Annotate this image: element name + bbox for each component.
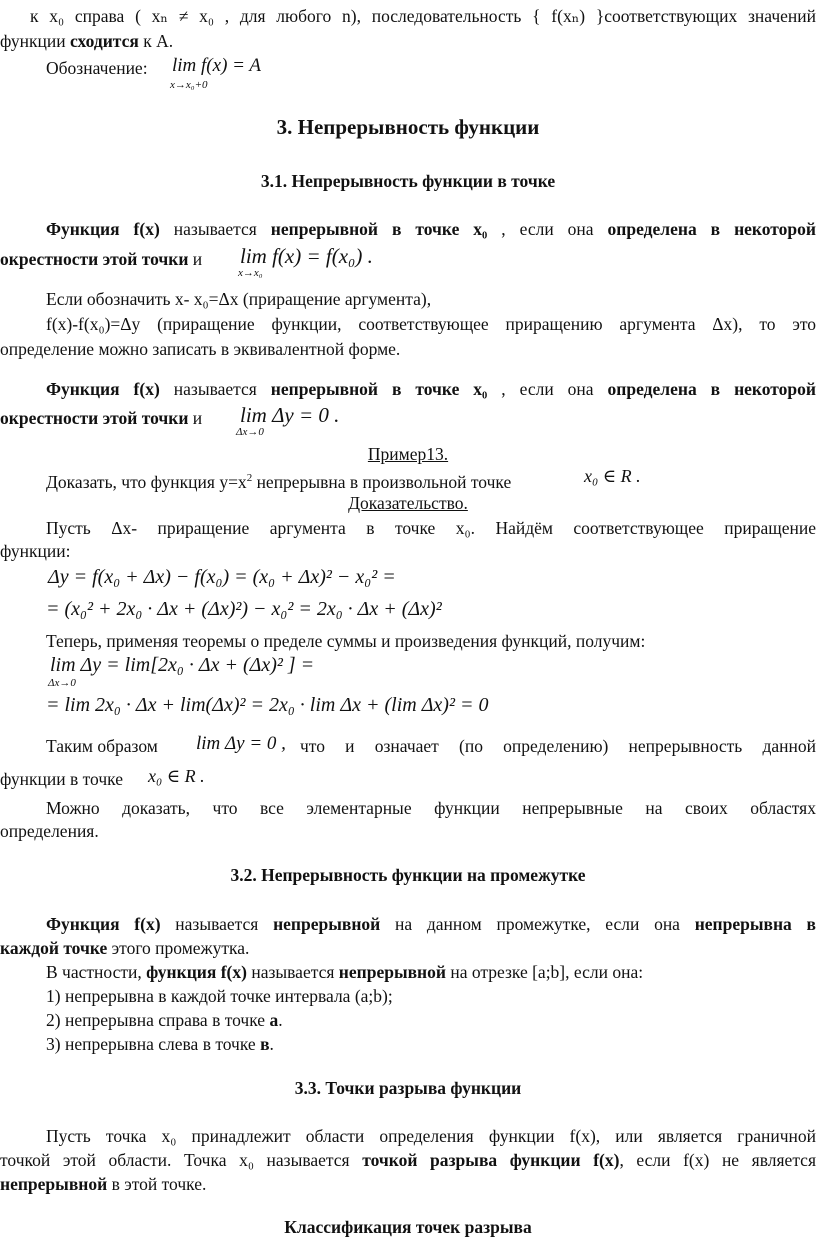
section-3-2-title: 3.2. Непрерывность функции на промежутке bbox=[230, 865, 586, 885]
s32-item-2: 2) непрерывна справа в точке a. bbox=[46, 1010, 283, 1030]
intro-line-2: функции сходится к A. bbox=[0, 31, 174, 51]
def2-sub: Δx→0 bbox=[236, 426, 264, 438]
increment-line-1: Если обозначить x- x₀=Δx (приращение аргумента), bbox=[46, 289, 432, 309]
section-3-1-title: 3.1. Непрерывность функции в точке bbox=[260, 171, 556, 191]
equation-1: Δy = f(x₀ + Δx) − f(x₀) = (x₀ + Δx)² − x₀² = bbox=[48, 566, 396, 588]
notation-label: Обозначение: bbox=[46, 58, 148, 78]
example-title: Пример13. bbox=[367, 444, 449, 464]
thus-line-2: функции в точке bbox=[0, 769, 123, 789]
increment-line-2: f(x)-f(x₀)=Δy (приращение функции, соответствующее приращению аргумента Δx), то это bbox=[46, 314, 816, 334]
proof-line-2: функции: bbox=[0, 541, 71, 561]
thus-formula: lim Δy = 0 , bbox=[196, 733, 286, 754]
section-3-title: 3. Непрерывность функции bbox=[276, 115, 540, 139]
thus-point: x₀ ∈ R . bbox=[148, 766, 205, 786]
proof-line-1: Пусть Δx- приращение аргумента в точке x₀. Найдём соответствующее приращение bbox=[46, 518, 816, 538]
section-3-3-title: 3.3. Точки разрыва функции bbox=[294, 1078, 522, 1098]
equation-4: = lim 2x₀ · Δx + lim(Δx)² = 2x₀ · lim Δx + (lim Δx)² = 0 bbox=[46, 694, 489, 716]
example-point: x₀ ∈ R . bbox=[584, 466, 641, 486]
elementary-line-1: Можно доказать, что все элементарные функции непрерывные на своих областях bbox=[46, 798, 816, 818]
def2-formula: lim Δy = 0 . bbox=[240, 403, 340, 427]
def1-line-1: Функция f(x) называется непрерывной в точке x₀ , если она определена в некоторой bbox=[46, 219, 816, 239]
def1-line-2: окрестности этой точки и bbox=[0, 249, 203, 269]
notation-sub: x→x₀+0 bbox=[170, 79, 208, 91]
thus-label: Таким образом bbox=[46, 736, 158, 756]
equation-3: lim Δy = lim[2x₀ · Δx + (Δx)² ] = bbox=[50, 654, 315, 676]
equation-3-sub: Δx→0 bbox=[48, 677, 76, 689]
def2-line-1: Функция f(x) называется непрерывной в точке x₀ , если она определена в некоторой bbox=[46, 379, 816, 399]
s32-line-3: В частности, функция f(x) называется непрерывной на отрезке [a;b], если она: bbox=[46, 962, 644, 982]
equation-2: = (x₀² + 2x₀ · Δx + (Δx)²) − x₀² = 2x₀ · Δx + (Δx)² bbox=[46, 598, 442, 620]
thus-text: что и означает (по определению) непрерывность данной bbox=[300, 736, 816, 756]
s33-line-3: непрерывной в этой точке. bbox=[0, 1174, 207, 1194]
proof-title: Доказательство. bbox=[348, 493, 468, 513]
intro-line-1: к x₀ справа ( xₙ ≠ x₀ , для любого n), последовательность { f(xₙ) }соответствующих значений bbox=[30, 6, 816, 26]
classification-title: Классификация точек разрыва bbox=[284, 1217, 532, 1237]
s32-item-1: 1) непрерывна в каждой точке интервала (a;b); bbox=[46, 986, 393, 1006]
s32-line-2: каждой точке этого промежутка. bbox=[0, 938, 250, 958]
elementary-line-2: определения. bbox=[0, 821, 99, 841]
def1-sub: x→x₀ bbox=[238, 267, 263, 279]
def1-formula: lim f(x) = f(x₀) . bbox=[240, 244, 373, 268]
example-text: Доказать, что функция $y=x^2$ непрерывна в произвольной точке bbox=[46, 471, 512, 492]
notation-formula: lim f(x) = A bbox=[172, 55, 261, 76]
s32-item-3: 3) непрерывна слева в точке в. bbox=[46, 1034, 274, 1054]
s33-line-2: точкой этой области. Точка x₀ называется точкой разрыва функции f(x), если f(x) не является bbox=[0, 1150, 816, 1170]
s32-line-1: Функция f(x) называется непрерывной на данном промежутке, если она непрерывна в bbox=[46, 914, 816, 934]
theorem-text: Теперь, применяя теоремы о пределе суммы и произведения функций, получим: bbox=[46, 631, 646, 651]
increment-line-3: определение можно записать в эквивалентной форме. bbox=[0, 339, 401, 359]
s33-line-1: Пусть точка x₀ принадлежит области определения функции f(x), или является граничной bbox=[46, 1126, 816, 1146]
def2-line-2: окрестности этой точки и bbox=[0, 408, 203, 428]
